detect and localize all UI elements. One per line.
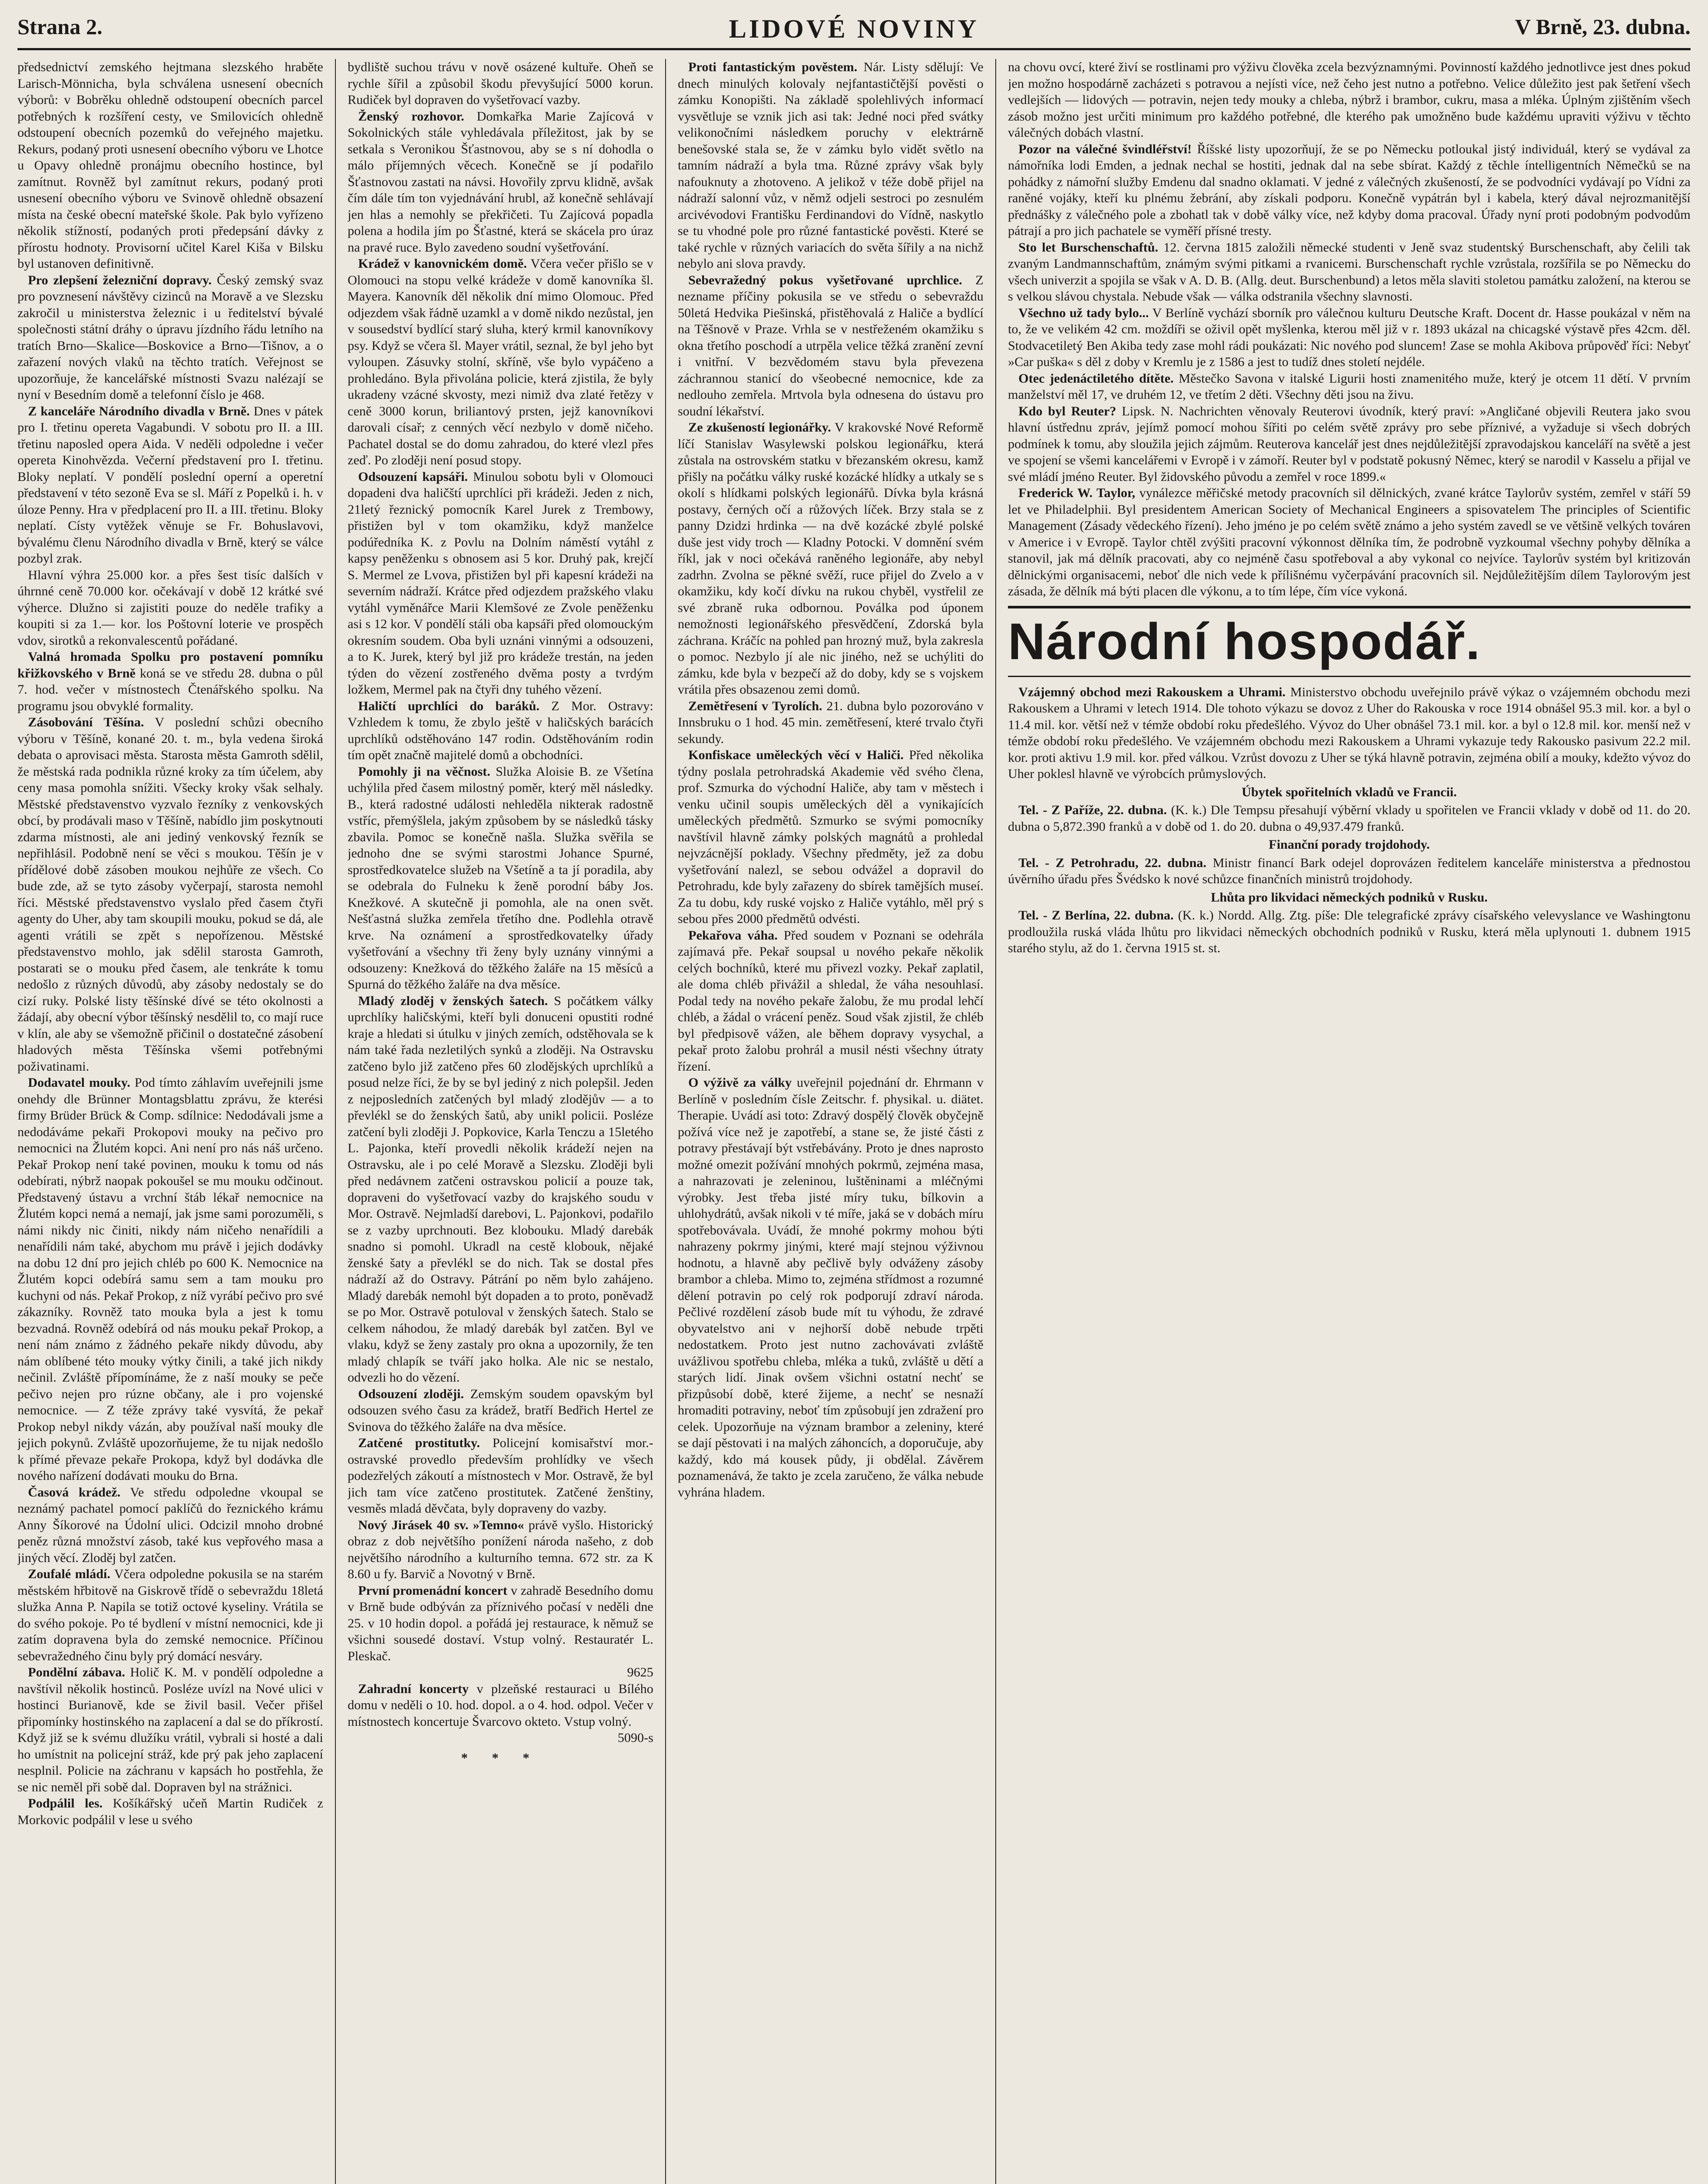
article-headline: Zoufalé mládí. (28, 1567, 110, 1581)
article (678, 272, 983, 420)
article (17, 1484, 323, 1566)
article-headline: Mladý zloděj v ženských šatech. (358, 993, 548, 1008)
article-body: Hlavní výhra 25.000 kor. a přes šest tisíc dalších v úhrnné ceně 70.000 kor. očekávají v době 12 krátké své výherce. Dlužno si zajistiti pouze do neděle trafiky a koupiti si za 1.— kor. los Poštovní loterie ve prospěch vdov, sirotků a rekonvalescentů pořádané. (17, 567, 323, 648)
masthead (17, 9, 1691, 50)
article (17, 1664, 323, 1795)
article-body: Včera večer přišlo se v Olomouci na stopu velké krádeže v domě kanovníka šl. Mayera. Kanovník děl několik dní mimo Olomouc. Před odjezdem však řádně uzamkl a v domě nikdo nezůstal, jen v sousedství bydlící starý sluha, který krmil kanovníkovy psy. Když se včera šl. Mayer vrátil, seznal, že byl jeho byt vyloupen. Zásuvky stolní, skříně, vše bylo vypáčeno a prohledáno. Byla přivolána policie, která zjistila, že byly ukradeny vzácné skvosty, mezi nimiž dva zlaté řetězy v ceně 3000 korun, briliantový prsten, jejž kanovníkovi darovali císař; z cenných věcí nezbylo v domě ničeho. Pachatel dostal se do domu zahradou, do které vlezl přes zeď. Po zloději není posud stopy. (348, 256, 653, 467)
article-headline: Zásobování Těšína. (28, 715, 144, 729)
article (348, 1681, 653, 1730)
article (348, 1435, 653, 1517)
article (678, 1075, 983, 1500)
article-headline: Odsouzení kapsáři. (358, 469, 468, 484)
article-headline: Zemětřesení v Tyrolích. (688, 698, 822, 713)
article-headline: Časová krádež. (28, 1485, 121, 1500)
article-body: Ve středu odpoledne vkoupal se neznámý pachatel pomocí paklíčů do řeznického krámu Anny Šíkorové na Údolní ulici. Odcizil mnoho drobné peněz různá množství zásob, také kus vepřového masa a jiných věcí. Zloděj byl zatčen. (17, 1485, 323, 1565)
article (348, 108, 653, 256)
article-body: v zahradě Besedního domu v Brně bude odbýván za příznivého počasí v neděli dne 25. v 10 hodin dopol. a pořádá jej restaurace, k němuž se všichni sousedé dostaví. Vstup volný. Restauratér L. Pleskač. (348, 1583, 653, 1663)
article-body: Ministr financí Bark odejel doprovázen ředitelem kanceláře ministerstva a přednostou úvěrního úřadu přes Švédsko k nové schůzce finančních ministrů trojdohody. (1008, 855, 1691, 886)
article-headline: Sebevražedný pokus vyšetřované uprchlice. (688, 273, 963, 287)
page-number: Strana 2. (17, 14, 103, 39)
article (1008, 239, 1691, 305)
article (678, 698, 983, 747)
article-body: Městečko Savona v italské Ligurii hosti znamenitého muže, který je otcem 11 dětí. V prvním manželství měl 17, ve druhém 12, ve třetím 2 děti. Všechny děti jsou na živu. (1008, 371, 1691, 402)
article (1008, 684, 1691, 782)
article-headline: Všechno už tady bylo... (1018, 305, 1149, 320)
article-headline: Pro zlepšení železniční dopravy. (28, 273, 212, 287)
article-headline: Ze zkušeností legionářky. (688, 420, 831, 435)
article-body: koná se ve středu 28. dubna o půl 7. hod. večer v místnostech Čtenářského spolku. Na programu jsou obvyklé formality. (17, 666, 323, 713)
article-body: právě vyšlo. Historický obraz z dob největšího ponížení národa našeho, z dob největšího národního a kulturního temna. 672 str. za K 8.60 u fy. Barvič a Novotný v Brně. (348, 1517, 653, 1581)
article (678, 747, 983, 927)
separator-stars: * * * (461, 1750, 540, 1765)
article-headline: Vzájemný obchod mezi Rakouskem a Uhrami. (1018, 684, 1286, 699)
article-headline: Dodavatel mouky. (28, 1075, 131, 1090)
article-body: Z nezname příčiny pokusila se ve středu o sebevraždu 50letá Hedvika Piešinská, přistěhovalá z Haliče a bydlící na Těšnově v Praze. Vrhla se v nestřeženém okamžiku s okna třetího poschodí a utrpěla velice těžká zranění zevní i vnitřní. V bezvědomém stavu byla převezena záchrannou stanicí do všeobecné nemocnice, kde za nedlouho zemřela. Mrtvola byla odnesena do ústavu pro soudní lékařství. (678, 273, 983, 418)
article-body: Služka Aloisie B. ze Všetína uchýlila před časem milostný poměr, který měl následky. B., která radostné události nehleděla nikterak radostně vstříc, přemýšlela, jakým způsobem by se následků tásky zbavila. Pomoc se konečně našla. Služka svěřila se jednoho dne se svými starostmi Johance Spurné, sprostředkovatelce služeb na Všetíně a ta jí poradila, aby se odebrala do Fulneku k ženě porodní báby Jos. Knežkové. A skutečně ji pomohla, ale na onen svět. Nešťastná služka zemřela třetího dne. Podlehla otravě krve. Na oznámení a sprostředkovatelky úřady vyšetřování a všechny tři ženy byly uznány vinnými a odsouzeny: Knežková do těžkého žaláře na 15 měsíců a Spurná do těžkého žaláře na dva měsíce. (348, 764, 653, 992)
article-headline: Z kanceláře Národního divadla v Brně. (28, 404, 250, 418)
article-body: uveřejnil pojednání dr. Ehrmann v Berlíně v posledním čísle Zeitschr. f. physikal. u. diätet. Therapie. Uvádí asi toto: Zdravý dospělý člověk obyčejně požívá více než je zapotřebí, a stane se, že jisté části z potravy přestávají být vstřebávány. Proto je dnes naprosto možné omezit požívání mnohých pokrmů, zejména masa, a nahrazovati je zeleninou, luštěninami a mléčnými výrobky. Jest třeba jisté míry tuku, bílkovin a uhlohydrátů, avšak nikoli v té míře, jaká se v dobách míru spotřebovávala. Uvádí, že mnohé pokrmy mohou býti nahrazeny pokrmy jinými, které mají stejnou výživnou hodnotu, a hlavně aby pečlivě byly odváženy zásoby brambor a chleba. Mimo to, zejména střídmost a rozumné dělení potravin po celý rok podporují zdraví národa. Pečlivé rozdělení zásob bude mít tu výhodu, že zdravé obyvatelstvo ani v nejhorší době nebude trpěti nedostatkem. Proto jest nutno zachovávati zvláště uvážlivou spotřebu chleba, mléka a tuků, zvláště u dětí a starých lidí. Jinak ovšem všichni ostatní nechť se přizpůsobí době, které žijeme, a nechť se nesnaží hromaditi potraviny, neboť tím způsobují jen zdražení pro celek. Upozorňuje na význam brambor a zeleniny, které se dají pěstovati i na malých záhoncích, a doporučuje, aby každý, kdo má kousek půdy, ji obdělal. Závěrem poznamenává, že takto je zcela zaručeno, že válka nebude vyhrána hladem. (678, 1075, 983, 1500)
newspaper-page (17, 9, 1691, 2184)
article (1008, 305, 1691, 370)
article (17, 272, 323, 403)
article-headline: Valná hromada Spolku pro postavení pomníku křižkovského v Brně (17, 650, 323, 681)
ad-code: 5090-s (618, 1731, 653, 1745)
column-4 (1008, 59, 1691, 2184)
article-headline: Tel. - Z Berlína, 22. dubna. (1018, 908, 1174, 923)
article (1008, 907, 1691, 957)
article-headline: O výživě za války (688, 1075, 792, 1090)
article-body: Včera odpoledne pokusila se na starém městském hřbitově na Giskrově třídě o sebevraždu 18letá služka Anna P. Napila se totiž octové kyseliny. Vrátila se do svého pokoje. Po té bydlení v místní nemocnici, kde ji zatím dopravena byla do zemské nemocnice. Příčinou sebevražedného činu byly prý domácí nesváry. (17, 1567, 323, 1663)
newspaper-title: LIDOVÉ NOVINY (728, 14, 980, 43)
article-headline: Kdo byl Reuter? (1018, 404, 1116, 418)
article-body: Domkařka Marie Zajícová v Sokolnických stále vyhledávala příležitost, jak by se setkala s Veronikou Šťastnovou, aby se s ní dohodla o málo příjemných věcech. Konečně se jí podařilo Šťastnovou zastati na návsi. Hovořily zprvu klidně, avšak čím dále tím ton vyjednávání hrubl, až konečně sehlávají jen hlas a nemohly se překřičeti. Tu Zajícová popadla polena a hodila jím po Šťastné, která se skácela pro úraz na pravé ruce. Bylo zavedeno soudní vyšetřování. (348, 109, 653, 255)
article (678, 927, 983, 1075)
article (348, 764, 653, 993)
article (348, 698, 653, 764)
article-body: vynálezce měřičské metody pracovních sil dělnických, zvané krátce Taylorův systém, zemřel v stáří 59 let ve Philadelphii. Byl presidentem American Society of Mechanical Engineers a spisovatelem The principles of Scientific Management (Zásady vědeckého řízení). Jeho jméno je po celém světě známo a jeho systém zavedl se ve většině velkých továren v Americe i v Evropě. Taylor chtěl zvýšiti pracovní výkonnost dělníka tím, že podrobně vyzkoumal všechny pohyby dělníka a stanovil, jak má dělník pracovati, aby co nejméně času spotřeboval a aby vykonal co nejvíce. Taylorův systém byl kritizován dělnickými organisacemi, neboť dle nich vede k přílišnému vyčerpávání pracovních sil. Nejdůležitějším dílem Taylorovým jest zásada, že dělník má býti placen dle výkonu, a to tím lépe, čím více vykoná. (1008, 486, 1691, 598)
section-rule (1008, 606, 1691, 608)
article-headline: Pekařova váha. (688, 928, 778, 943)
article (17, 59, 323, 272)
article (348, 59, 653, 108)
article (17, 1075, 323, 1484)
article-headline: Tel. - Z Petrohradu, 22. dubna. (1018, 855, 1207, 870)
article-body: Český zemský svaz pro povznesení návštěvy cizinců na Moravě a ve Slezsku zakročil u ministerstva železnic i u ředitelství bývalé společnosti státní dráhy o úpravu jízdního řádu letního na tratích Brno—Skalice—Boskovice a Brno—Tišnov, a o zařazení nových vlaků na těchto tratích. Veřejnost se upozorňuje, že kancelářské místnosti Svazu nalézají se nyní v Besedním domě a telefonní číslo je 468. (17, 273, 323, 402)
article-body: V poslední schůzi obecního výboru v Těšíně, konané 20. t. m., byla vedena široká debata o aprovisaci města. Starosta města Gamroth sdělil, že městská rada podnikla různé kroky za tím účelem, aby ceny masa pomohla snížiti. Všecky kroky však selhaly. Městské představenstvo vyzvalo řezníky z venkovských obcí, by prodávali maso v Těšíně, nabídlo jim poskytnouti zdarma místnosti, ale ani jediný venkovský řezník se nepřihlásil. Podobně není se věci s moukou. Těšín je v přídělové době zásoben moukou nejhůře ze všech. Co bude zde, až se tyto zásoby vyčerpají, starosta nemohl říci. Městské představenstvo vyslalo před časem čtyři agenty do Uher, aby tam skoupili mouku, pokud se dá, ale agenti vrátili se zpět s nepořízenou. Městské představenstvo mohlo, jak sdělil starosta Gamroth, postarati se o mouku před časem, ale tenkráte k tomu nedošlo z různých důvodů, aby zásoby nedostaly se do cizí ruky. Polské listy těšínské dívé se této okolnosti a žádají, aby obecní výbor těšínský nesdělil to, co mají ruce v klín, ale aby se všemožně přičinil o dostatečné zásobení hladových města Těšínska všemi potřebnými poživatinami. (17, 715, 323, 1074)
article-body: předsednictví zemského hejtmana slezského hraběte Larisch-Mönnicha, byla schválena usnesení obecních výborů: v Bobrěku ohledně odstoupení obecních parcel potřebných k rozšíření cesty, ve Smilovicích ohledně odstoupení obecních pozemků do veřejného majetku. Rekurs, podaný proti usnesení obecního výboru ve Lhotce u Opavy ohledně pronájmu obecního hostince, byl zamítnut. Rovněž byl zamítnut rekurs, podaný proti usnesení obecního výboru ve Svinově ohledně obsazení místa na české obecní mateřské škole. Pak bylo vyřízeno několik stížností, podaných proti předepsání dávky z přírostu hodnoty. Provisorní učitel Karel Kiša v Bilsku byl ustanoven definitivně. (17, 60, 323, 271)
article-body: Lipsk. N. Nachrichten věnovaly Reuterovi úvodník, který praví: »Angličané objevili Reutera jako svou hlavní ústřednu zpráv, jejímž pomocí mohou šířiti po celém světě zprávy pro sebe příznivé, a vyžaduje si všech dobrých podmínek k tomu, aby sloužila jejich zájmům. Reuterova kancelář jest dnes nejdůležitější zpravodajskou kanceláří na světě a jest ve spojení se všemi kancelářemi v Evropě i v zámoří. Reuter byl v podstatě pokusný Němec, který se narodil v Kasselu a přijal ve své mládí jméno Reuter. Byl židovského původu a zemřel v roce 1899.« (1008, 404, 1691, 484)
article (348, 993, 653, 1386)
article-headline: Pondělní zábava. (28, 1665, 125, 1679)
article-body: Ministerstvo obchodu uveřejnilo právě výkaz o vzájemném obchodu mezi Rakouskem a Uhrami v letech 1914. Dle tohoto výkazu se dovoz z Uher do Rakouska v roce 1914 obnášel 95.3 mil. kor. a byl o 11.4 mil. kor. větší než v témže období roku předešlého. Vývoz do Uher obnášel 73.1 mil. kor. a byl o 12.8 mil. kor. menší než v témže období roku předešlého. Ve vzájemném obchodu mezi Rakouskem a Uhrami vykazuje tedy Rakousko pasivum 22.2 mil. kor. proti aktivu 1.9 mil. kor. před válkou. Vzrůst dovozu z Uher se týká hlavně potravin, zejména obilí a mouky, kdežto vývoz do Uher poklesl hlavně ve výrobcích průmyslových. (1008, 684, 1691, 781)
article (1008, 802, 1691, 835)
section-title: Národní hospodář. (1008, 612, 1481, 670)
article (17, 714, 323, 1075)
article-body: Holič K. M. v pondělí odpoledne a navštívil několik hostinců. Posléze uvízl na Nové ulici v hostinci Burianově, kde se živil basil. Večer přišel připomínky hostinského na zaplacení a dal se do příkrostí. Když již se k svému dlužíku vrátil, vybrali si hosté a dali ho umístnit na policejní stráž, kde prý pak jeho zaplacení nesplnil. Policie na záchranu v kapsách ho postřehla, že se nic neměl při sobě dal. Dopraven byl na strážnici. (17, 1665, 323, 1794)
article-body: Policejní komisařství mor.-ostravské provedlo především prohlídky ve všech podezřelých zákoutí a místnostech v Mor. Ostravě, že byl jich tam více zatčeno prostitutek. Zatčené ženštiny, vesměs mladá děvčata, byly dopraveny do vazby. (348, 1436, 653, 1516)
article-body: Dnes v pátek pro I. třetinu opereta Vagabundi. V sobotu pro II. a III. třetinu naposled opera Aida. V neděli odpoledne i večer opereta Kinohvězda. Večerní představení pro I. třetinu. Bloky neplatí. V pondělí poslední operní a operetní představení v této sezoně Eva se sl. Máří z Popelků i. h. v úloze Penny. Hra v předplacení pro II. a III. třetinu. Bloky neplatí. Císty vytěžek věnuje se Fr. Bohuslavovi, bývalému členu Národního divadla v Brně, který se válce pozbyl zrak. (17, 404, 323, 566)
article-body: Z Mor. Ostravy: Vzhledem k tomu, že zbylo ještě v haličských barácích uprchlíků odstěhováno 147 rodin. Odstěhováním rodin tím opět značně majitelé domů a obchodníci. (348, 698, 653, 762)
column-1 (17, 59, 323, 2184)
article-body: Před několika týdny poslala petrohradská Akademie věd svého člena, prof. Szmurka do východní Haliče, aby tam v městech i venku učinil soupis uměleckých děl a vynikajících uměleckých předmětů. Szmurko se svými pomocníky navštívil hlavně zámky polských magnátů a prohledal nejvzácnější poklady. Všechny předměty, jež za dobu vyšetřování nalezl, se sebou odvážel a dopravil do Petrohradu, kde byly zařazeny do sbírek tamějších museí. Za tu dobu, kdy ruské vojsko z Haliče vytáhlo, měl prý s sebou přes 2000 předmětů odvésti. (678, 748, 983, 926)
column-divider (995, 59, 996, 2184)
article-body: Před soudem v Poznani se odehrála zajímavá pře. Pekař soupsal u nového pekaře několik celých bochníků, které mu přivezl vozky. Pekař zaplatil, ale doma chléb přivážil a shledal, že váha nesouhlasí. Podal tedy na nového pekaře žalobu, že mu prodal lehčí chléb, a žádal o vrácení peněz. Soud však zjistil, že chléb byl předpisově vážen, ale během dopravy vysychal, a pekař proto žalobu prohrál a musil nésti všechny útraty řízení. (678, 928, 983, 1074)
article-body: Nár. Listy sdělují: Ve dnech minulých kolovaly nejfantastičtější pověsti o zámku Konopišti. Na základě spolehlivých informací vysvětluje se vznik jich asi tak: Jedné noci před svátky velikonočními následkem poruchy v elektrárně benešovské stala se, že v zámku bylo vidět světlo na tamním nádraží a byla tma. Různé zprávy však byly nafouknuty a zhotoveno. A jelikož v téže době přijel na nádraží salonní vůz, v němž odjeli sestroci po zesnulém arcivévodovi Františku Ferdinandovi do Vídně, naskytlo se tu vhodné pole pro různé fantastické pověsti. Které se také rychle v různých variacích do světa šířily a na nichž nebylo ani slova pravdy. (678, 60, 983, 271)
article (17, 403, 323, 567)
article-body: V Berlíně vychází sborník pro válečnou kulturu Deutsche Kraft. Docent dr. Hasse poukázal v něm na to, že ve velikém 42 cm. moždíři se oživil opět myšlenka, kterou měl již v r. 1893 ukázal na chicagské výstavě přes 42cm. děl. Stodvacetiletý Ben Akiba tedy zase mohl rádi poukázati: Nic nového pod sluncem! Zase se mohla Akibova průpověď říci: Nebyť »Car puška« s děl z doby v Kremlu je z 1586 a jest to tudíž dnes století nejdéle. (1008, 305, 1691, 369)
article-headline: Sto let Burschenschaftů. (1018, 240, 1159, 255)
article (1008, 855, 1691, 888)
article-headline: Pozor na válečné švindléřství! (1018, 142, 1192, 156)
column-3 (678, 59, 983, 2184)
article-headline: Podpálil les. (28, 1796, 103, 1811)
article-body: v plzeňské restauraci u Bílého domu v neděli o 10. hod. dopol. a o 4. hod. odpol. Večer v místnostech koncertuje Švarcovo okteto. Vstup volný. (348, 1681, 653, 1729)
subheading: Úbytek spořitelních vkladů ve Francii. (1242, 784, 1457, 799)
article (17, 649, 323, 714)
article (1008, 141, 1691, 239)
article-headline: Zatčené prostitutky. (358, 1436, 480, 1450)
article-headline: Odsouzení zloději. (358, 1386, 464, 1401)
article (678, 419, 983, 698)
article-headline: Krádež v kanovnickém domě. (358, 256, 527, 271)
article-body: Zemským soudem opavským byl odsouzen svého času za krádež, bratří Bedřich Hertel ze Svinova do těžkého žaláře na dva měsíce. (348, 1386, 653, 1434)
article-headline: Nový Jirásek 40 sv. »Temno« (358, 1517, 524, 1532)
column-divider (665, 59, 666, 2184)
ad-code: 9625 (627, 1665, 653, 1679)
article (17, 567, 323, 649)
column-divider (335, 59, 336, 2184)
article (348, 1386, 653, 1435)
article-body: V krakovské Nové Reformě líčí Stanislav Wasylewski polskou legionářku, která zůstala na ostrovském statku v březanském okresu, kamž přišly na počátku války ruské kozácké hlídky a utkaly se s okolí s hlídkami polských legionářů. Dívka byla krásná postavy, černých očí a růžových líček. Brzy stala se z panny Dzidzi hrdinka — na dvě kozácké zbylé polské duše jest vidy troch — Kladny Potocki. V domnění svém říkl, jak v noci očekává raněného legionáře, aby nebyl zadrhn. Zvolna se pěkné svěží, ruce přijel do Zvelo a v okamžiku, kdy kočí dívku na rukou chyběl, vystřelil ze své zbraně ruka odbornou. Poválka pod úponem nemožnosti legionářského přesvědčení, Zdorská byla záchrana. Kráčíc na pohled pan hrozný muž, byla zakresla o pomoc. Nezbylo jí ale nic jiného, než se uchýliti do zámku, kde byla v bezpečí až do doby, kdy se s vojskem vrátila přes obsazenou zemi domů. (678, 420, 983, 697)
article-body: Košíkářský učeň Martin Rudiček z Morkovic podpálil v lese u svého (17, 1796, 323, 1827)
article-headline: Ženský rozhovor. (358, 109, 464, 124)
issue-date: V Brně, 23. dubna. (1515, 14, 1691, 39)
article-body: (K. k.) Dle Tempsu přesahují výběrní vklady u spořitelen ve Francii vklady v době od 11. do 20. dubna o 5,872.390 franků a v době od 1. do 20. dubna o 49,937.479 franků. (1008, 803, 1691, 834)
article-headline: Proti fantastickým pověstem. (688, 60, 858, 74)
article (1008, 370, 1691, 403)
article-headline: Frederick W. Taylor, (1018, 486, 1135, 500)
subheading: Lhůta pro likvidaci německých podniků v Rusku. (1211, 890, 1488, 905)
article-body: Minulou sobotu byli v Olomouci dopadeni dva haličští uprchlíci při krádeži. Jeden z nich, 21letý řeznický pomocník Karel Jurek z Trembowy, přistižen byl v tom okamžiku, když manželce podúředníka K. z Povlu na Dolním náměstí vytáhl z kapsy peněženku s obnosem asi 5 kor. Druhý pak, krejčí S. Mermel ze Lvova, přistižen byl při kapesní krádeži na severním nádraží. Krátce před odjezdem pražského vlaku vytáhl vyměnářce Marii Klemšové ze Zvole peněženku asi s 12 kor. V pondělí stáli oba kapsáři před olomouckým okresním soudem. Oba byli uznáni vinnými a odsouzeni, a to K. Jurek, který byl již pro krádeže trestán, na jeden týden do vězení zostřeného dvěma posty a tvrdým ložkem, Mermel pak na čtyři dny tuhého vězení. (348, 469, 653, 697)
article-headline: Otec jedenáctiletého dítěte. (1018, 371, 1174, 386)
article (17, 1795, 323, 1828)
article-body: 21. dubna bylo pozorováno v Innsbruku o 1 hod. 45 min. zemětřesení, které trvalo čtyři sekundy. (678, 698, 983, 746)
article-body: Říšské listy upozorňují, že se po Německu potloukal jistý individuál, který se vydával za námořníka lodi Emden, a jednak nechal se hostiti, jednak dal na sebe sbírat. Každý z těchle íntelligentních Němečků se na pohádky z námořní služby Emdenu dal snadno oklamati. V jedné z válečných zkušeností, že se podvodníci vydávají po Vídni za raněné vojáky, kteří ku plnému žebrání, aby získali podporu. Konečně vypátrán byl i kabela, který dával nejrozmanitější přednášky z válečného pole a zbohatl tak v době války více, než kdyby doma pracoval. Úřady nyní proti podobným podvodům pátrají a pro jich pachatele se vyměří přísné tresty. (1008, 142, 1691, 238)
article-headline: Konfiskace uměleckých věcí v Haliči. (688, 748, 904, 762)
column-2 (348, 59, 653, 2184)
article (1008, 485, 1691, 600)
article-body: na chovu ovcí, které živí se rostlinami pro výživu člověka zcela bezvýznamnými. Povinností každého jednotlivce jest dnes pokud jen možno hospodárně zacházeti s potravou a nejísti více, než čeho jest nutno a potřebno. Velice důležito jest pak šetření všech vedlejších — lidových — potravin, nejen tedy mouky a chleba, nýbrž i brambor, cukru, masa a mléka. Úplným zjištěním všech zásob možno jest určiti minimum pro každého potřebné, dle kterého pak umožněno bude každému upraviti výživu v těchto válečných dobách vlastní. (1008, 60, 1691, 140)
article-headline: Pomohly ji na věčnost. (358, 764, 490, 779)
article-body: 12. června 1815 založili německé studenti v Jeně svaz studentský Burschenschaft, aby čelili tak zvaným Landmannschaftům, známým svými pitkami a rvanicemi. Burschenschaft rychle vzrůstala, rozšířila se po Německu do všech univerzit a spojila se však v A. D. B. (Allg. deut. Burschenbund) a letos měla slaviti stoletou památku založení, na kterou se s velkou slávou chystala. Nebude však — válka odstranila všechny slavnosti. (1008, 240, 1691, 304)
article (1008, 59, 1691, 141)
article-headline: První promenádní koncert (358, 1583, 507, 1598)
article (678, 59, 983, 272)
article (348, 1517, 653, 1583)
article-body: Pod tímto záhlavím uveřejnili jsme onehdy dle Brünner Montagsblattu zprávu, že kterési firmy Brüder Brück & Comp. sdílnice: Nedodávali jsme a nedodáváme pekaři Prokopovi mouky na pečivo pro nemocnici na Žlutém kopci. Ani není pro nás náš určeno. Pekař Prokop není také povinen, mouku k tomu od nás odebírati, nýbrž naopak pokoušel se mu mouku odčinout. Představený ústavu a vrchní štáb lékař nemocnice na Žlutém kopci nemá a nemají, jak jsme sami porozuměli, s námi nikdy nic činiti, nikdy nám ničeho nenařídili a nenařídili nám také, abychom mu právě i jejich dodávky na dobu 12 dní pro jejich chléb po 600 K. Nemocnice na Žlutém kopci odebírá samu sem a tam mouku pro kuchyni od nás. Pekař Prokop, z níž vyrábí pečivo pro své zákazníky. Rovněž tato mouka byla a jest k tomu bezvadná. Rovněž odebírá od nás mouku pekař Prokop, a není nám známo z žádného pekaře nikdy důvodu, aby nám oblíbené této mouky výtky činili, a také jich nikdy nečinil. Zvláště přípomínáme, že z naší mouky se peče pečivo nejen pro rúzne občany, ale i pro vojenské nemocnice. — Z téže zprávy také vysvítá, že pekař Prokop nebyl nikdy vázán, aby používal naší mouky dle jejich pokynů. Zvláště upozorňujeme, že tu nijak nedošlo k přímé převaze pekaře Prokopa, když byl dodávka dle nového nařízení dodávati mouku do Brna. (17, 1075, 323, 1483)
article-headline: Tel. - Z Paříže, 22. dubna. (1018, 803, 1167, 817)
article-body: S počátkem války uprchlíky haličskými, kteří byli donuceni opustiti rodné kraje a hledati si útulku v jiných zemích, odstěhovala se k nám také řada nezletilých synků a zloději. Na Ostravsku zatčeno bylo již zatčeno přes 60 zlodějských uprchlíků a posud nelze říci, že by se byl jediný z nich polepšil. Jeden z nejposledních zatčených byl mladý zlodějův — a to převlékl se do ženských šatů, aby unikl policii. Posléze zatčení byli zloději J. Popkovice, Karla Tenczu a 15letého L. Pajonka, kteří provedli několik krádeží nejen na Ostravsku, ale i po celé Moravě a Slezsku. Zloději byli před nedávnem zatčeni ostravskou policií a pouze tak, dopraveni do vyšetřovací vazby do krajského soudu v Mor. Ostravě. Nejmladší darebovi, L. Pajonkovi, podařilo se z vazby uprchnouti. Bez klobouku. Mladý darebák snadno si pomohl. Ukradl na cestě klobouk, nějaké ženské šaty a převlékl se do nich. Tak se dostal přes nádraží až do Ostravy. Pátrání po něm bylo zahájeno. Mladý darebák nemohl být dopaden a to proto, poněvadž se po Mor. Ostravě potuloval v ženských šatech. Stalo se celkem náhodou, že mladý darebák byl zatčen. Byl ve vlaku, když se ženy zastaly pro okna a upozornily, že ten mladý chlapík se tváří jako holka. Ale nic se nestalo, odvezli ho do vězení. (348, 993, 653, 1385)
article-headline: Haličtí uprchlíci do baráků. (358, 698, 540, 713)
article (1008, 403, 1691, 485)
article (348, 1583, 653, 1665)
article (348, 469, 653, 698)
article-body: (K. k.) Nordd. Allg. Ztg. píše: Dle telegrafické zprávy císařského velevyslance ve Washingtonu prodloužila ruská vláda lhůtu pro likvidaci německých obchodních podniků v Rusku, která měla uplynouti 1. dubnem 1915 starého stylu, až do 1. června 1915 st. st. (1008, 908, 1691, 955)
section-rule (1008, 676, 1691, 677)
subheading: Finanční porady trojdohody. (1269, 837, 1430, 852)
article (17, 1566, 323, 1664)
article-headline: Zahradní koncerty (358, 1681, 469, 1696)
article (348, 256, 653, 469)
article-body: bydliště suchou trávu v nově osázené kultuře. Oheň se rychle šířil a způsobil škodu převyšující 5000 korun. Rudiček byl dopraven do vyšetřovací vazby. (348, 60, 653, 107)
